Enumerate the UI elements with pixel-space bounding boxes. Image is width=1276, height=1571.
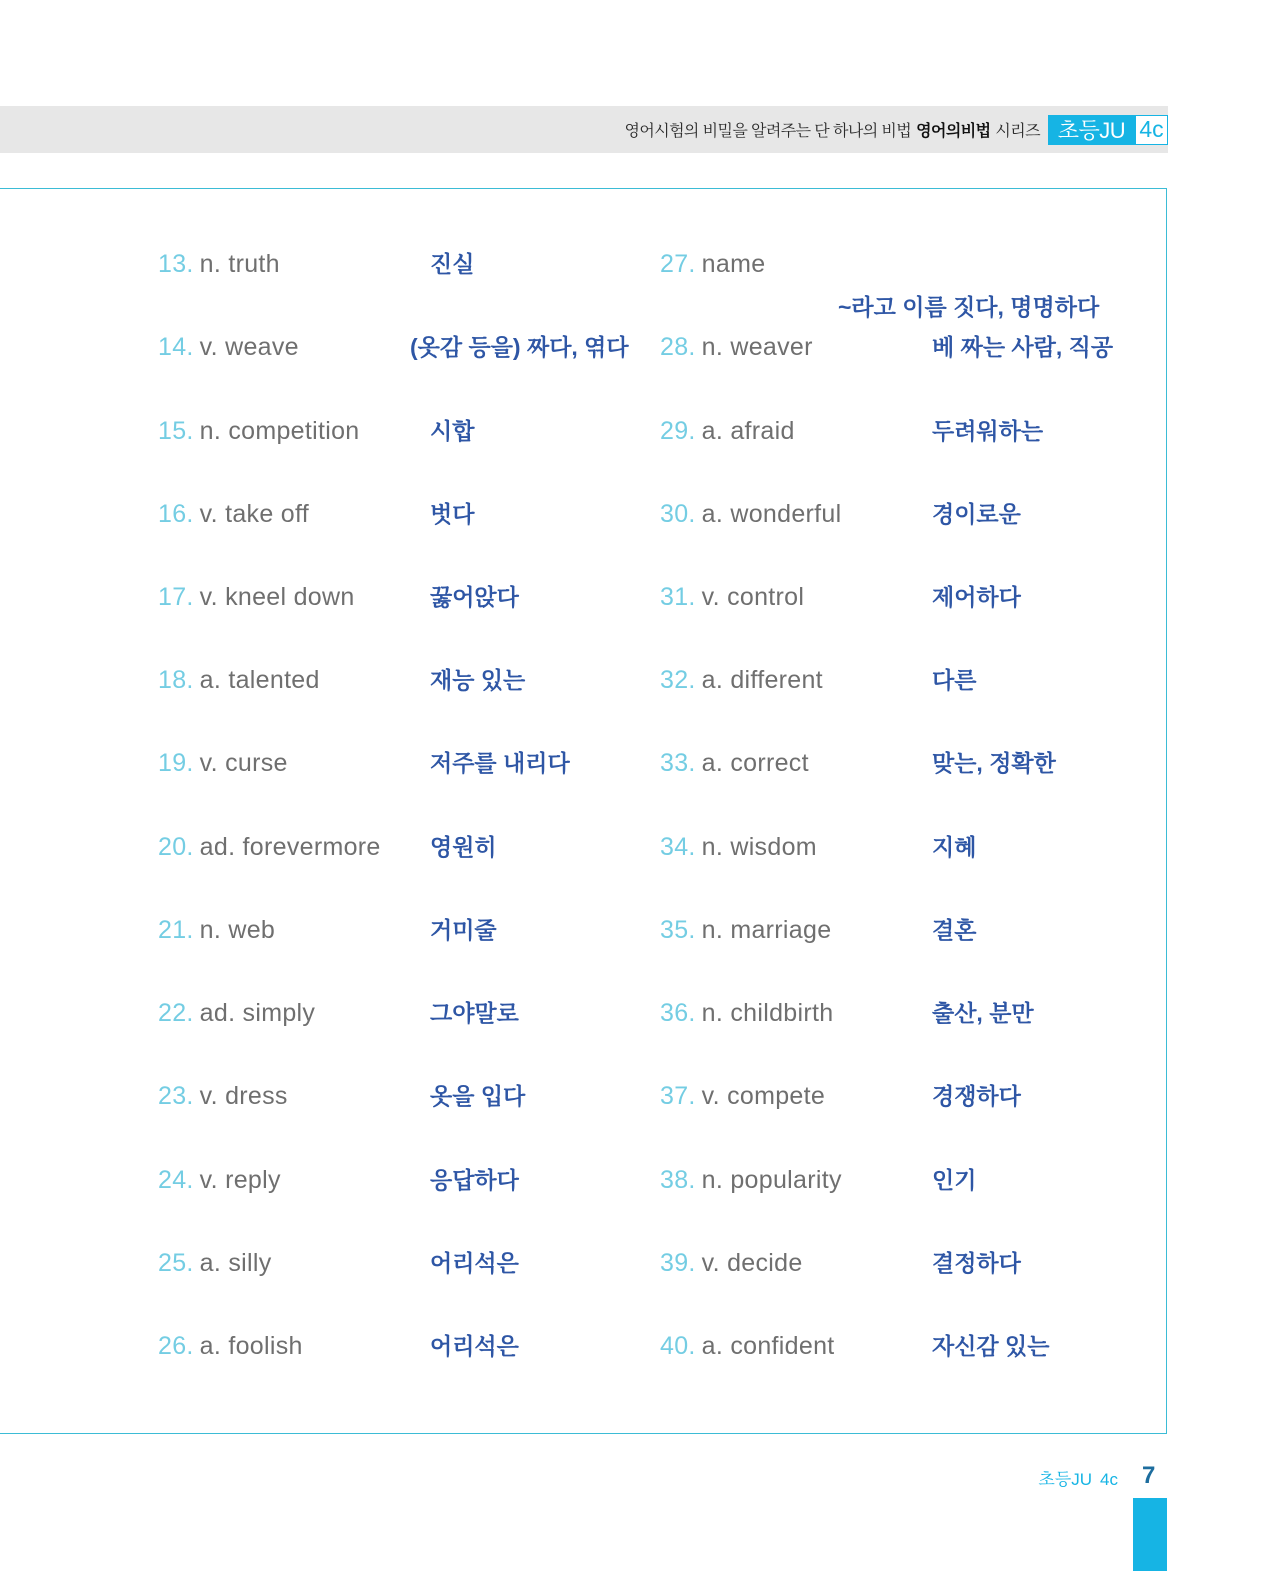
entry-word (158, 583, 430, 612)
entry-number: 23. (158, 1082, 194, 1111)
entry-number: 29. (660, 416, 696, 445)
entry-word (660, 999, 932, 1028)
vocab-entry (158, 556, 628, 639)
vocab-entry (660, 972, 1140, 1055)
entry-number: 25. (158, 1248, 194, 1277)
page-corner-tab (1133, 1498, 1167, 1571)
vocab-entry (158, 806, 628, 889)
entry-number: 39. (660, 1248, 696, 1277)
level-badge: 4c (1135, 115, 1168, 145)
entry-meaning: 지혜 (932, 833, 977, 860)
entry-term: a. wonderful (701, 499, 842, 528)
entry-number: 13. (158, 250, 194, 279)
vocab-entry (660, 1138, 1140, 1221)
entry-term: v. reply (199, 1165, 281, 1194)
entry-number: 17. (158, 582, 194, 611)
vocab-entry (158, 389, 628, 472)
tagline-suffix: 시리즈 (995, 123, 1040, 140)
entry-term: a. correct (701, 749, 809, 778)
entry-number: 26. (158, 1331, 194, 1360)
entry-term: n. truth (199, 250, 280, 279)
vocabulary-list-left (158, 223, 628, 1388)
entry-number: 14. (158, 333, 194, 362)
vocab-entry (158, 1138, 628, 1221)
footer-level: 4c (1100, 1470, 1118, 1489)
entry-word (660, 583, 932, 612)
entry-meaning: 인기 (932, 1166, 977, 1193)
entry-word (158, 1166, 430, 1195)
entry-term: n. competition (199, 416, 360, 445)
vocabulary-list-right (660, 223, 1140, 1388)
entry-meaning: 결혼 (932, 916, 977, 943)
vocab-entry (660, 306, 1140, 389)
entry-meaning: 꿇어앉다 (430, 583, 519, 610)
entry-meaning: 거미줄 (430, 916, 497, 943)
entry-term: v. control (701, 582, 805, 611)
entry-meaning: 출산, 분만 (932, 1000, 1034, 1027)
tagline-series-name: 영어의비법 (916, 123, 991, 140)
vocab-entry (158, 306, 628, 389)
entry-term: n. weaver (701, 333, 813, 362)
entry-term: a. talented (199, 666, 320, 695)
entry-word (660, 1166, 932, 1195)
vocab-entry (660, 722, 1140, 805)
entry-number: 28. (660, 333, 696, 362)
vocab-entry (158, 722, 628, 805)
entry-meaning: 결정하다 (932, 1249, 1021, 1276)
tagline-text: 영어시험의 비밀을 알려주는 단 하나의 비법 (624, 123, 912, 140)
entry-number: 20. (158, 832, 194, 861)
entry-number: 27. (660, 250, 696, 279)
series-header-bar (0, 106, 1168, 153)
entry-term: a. afraid (701, 416, 795, 445)
entry-number: 16. (158, 499, 194, 528)
entry-term: v. decide (701, 1248, 803, 1277)
entry-number: 31. (660, 582, 696, 611)
entry-term: ad. forevermore (199, 832, 381, 861)
entry-word (660, 333, 932, 362)
entry-number: 19. (158, 749, 194, 778)
entry-word (158, 417, 430, 446)
entry-meaning: 어리석은 (430, 1332, 519, 1359)
entry-word (660, 749, 932, 778)
vocab-entry (660, 473, 1140, 556)
entry-number: 24. (158, 1165, 194, 1194)
vocab-entry (660, 1305, 1140, 1388)
entry-meaning: 그야말로 (430, 1000, 519, 1027)
entry-term: a. different (701, 666, 823, 695)
entry-term: n. childbirth (701, 999, 834, 1028)
entry-term: n. web (199, 915, 276, 944)
vocab-entry (158, 473, 628, 556)
entry-number: 35. (660, 915, 696, 944)
entry-number: 37. (660, 1082, 696, 1111)
series-tagline (625, 118, 1041, 141)
page-number: 7 (1142, 1462, 1156, 1489)
entry-number: 40. (660, 1331, 696, 1360)
vocab-entry (158, 1305, 628, 1388)
entry-number: 38. (660, 1165, 696, 1194)
entry-word (158, 1082, 430, 1111)
vocab-entry (660, 889, 1140, 972)
entry-term: v. weave (199, 333, 299, 362)
entry-number: 32. (660, 666, 696, 695)
entry-term: n. wisdom (701, 832, 817, 861)
vocab-entry (158, 1222, 628, 1305)
entry-number: 36. (660, 999, 696, 1028)
entry-number: 15. (158, 416, 194, 445)
entry-word (660, 916, 932, 945)
entry-term: v. curse (199, 749, 288, 778)
entry-word (660, 1332, 932, 1361)
entry-term: a. foolish (199, 1331, 303, 1360)
entry-number: 34. (660, 832, 696, 861)
brand-badge: 초등JU (1048, 115, 1135, 145)
vocab-entry (158, 889, 628, 972)
vocab-entry (660, 1222, 1140, 1305)
vocab-entry (158, 1055, 628, 1138)
entry-word (158, 1249, 430, 1278)
entry-word (660, 500, 932, 529)
entry-word (660, 1249, 932, 1278)
entry-word (158, 749, 430, 778)
entry-term: a. silly (199, 1248, 272, 1277)
entry-meaning: 재능 있는 (430, 667, 526, 694)
entry-word (158, 666, 430, 695)
entry-meaning: 옷을 입다 (430, 1083, 526, 1110)
vocab-entry (660, 223, 1140, 320)
entry-term: a. confident (701, 1331, 835, 1360)
entry-meaning: 경쟁하다 (932, 1083, 1021, 1110)
entry-word (660, 250, 932, 279)
entry-word (158, 916, 430, 945)
entry-term: v. compete (701, 1082, 826, 1111)
entry-word (660, 1082, 932, 1111)
entry-meaning: 영원히 (430, 833, 497, 860)
entry-number: 18. (158, 666, 194, 695)
footer-series-label (1038, 1465, 1118, 1490)
entry-number: 30. (660, 499, 696, 528)
entry-number: 21. (158, 915, 194, 944)
vocab-entry (660, 639, 1140, 722)
entry-word (158, 500, 430, 529)
entry-meaning: 시합 (430, 417, 475, 444)
vocab-entry (660, 806, 1140, 889)
vocab-entry (660, 556, 1140, 639)
vocab-entry (158, 223, 628, 306)
vocab-entry (158, 639, 628, 722)
entry-word (158, 999, 430, 1028)
entry-term: n. popularity (701, 1165, 842, 1194)
entry-word (158, 833, 430, 862)
entry-word (660, 666, 932, 695)
entry-meaning: 제어하다 (932, 583, 1021, 610)
entry-meaning: 자신감 있는 (932, 1332, 1050, 1359)
entry-meaning: (옷감 등을) 짜다, 엮다 (410, 334, 629, 361)
entry-term: v. kneel down (199, 582, 355, 611)
entry-term: v. take off (199, 499, 310, 528)
entry-term: n. marriage (701, 915, 832, 944)
entry-meaning: ~라고 이름 짓다, 명명하다 (838, 294, 1100, 320)
entry-meaning: 두려워하는 (932, 417, 1044, 444)
vocab-entry (660, 1055, 1140, 1138)
entry-meaning: 맞는, 정확한 (932, 750, 1056, 777)
entry-term: name (701, 250, 766, 279)
vocab-entry (158, 972, 628, 1055)
entry-number: 22. (158, 999, 194, 1028)
entry-meaning: 응답하다 (430, 1166, 519, 1193)
entry-term: v. dress (199, 1082, 288, 1111)
footer-brand: 초등JU (1038, 1470, 1093, 1489)
entry-word (158, 333, 430, 362)
entry-word (660, 417, 932, 446)
entry-meaning: 베 짜는 사람, 직공 (932, 334, 1114, 361)
entry-meaning: 어리석은 (430, 1249, 519, 1276)
vocab-entry (660, 389, 1140, 472)
entry-meaning: 저주를 내리다 (430, 750, 570, 777)
entry-meaning: 벗다 (430, 500, 475, 527)
entry-term: ad. simply (199, 999, 316, 1028)
entry-meaning: 다른 (932, 667, 977, 694)
entry-word (158, 1332, 430, 1361)
entry-meaning: 경이로운 (932, 500, 1021, 527)
entry-number: 33. (660, 749, 696, 778)
entry-meaning: 진실 (430, 251, 475, 278)
entry-word (660, 833, 932, 862)
entry-word (158, 250, 430, 279)
